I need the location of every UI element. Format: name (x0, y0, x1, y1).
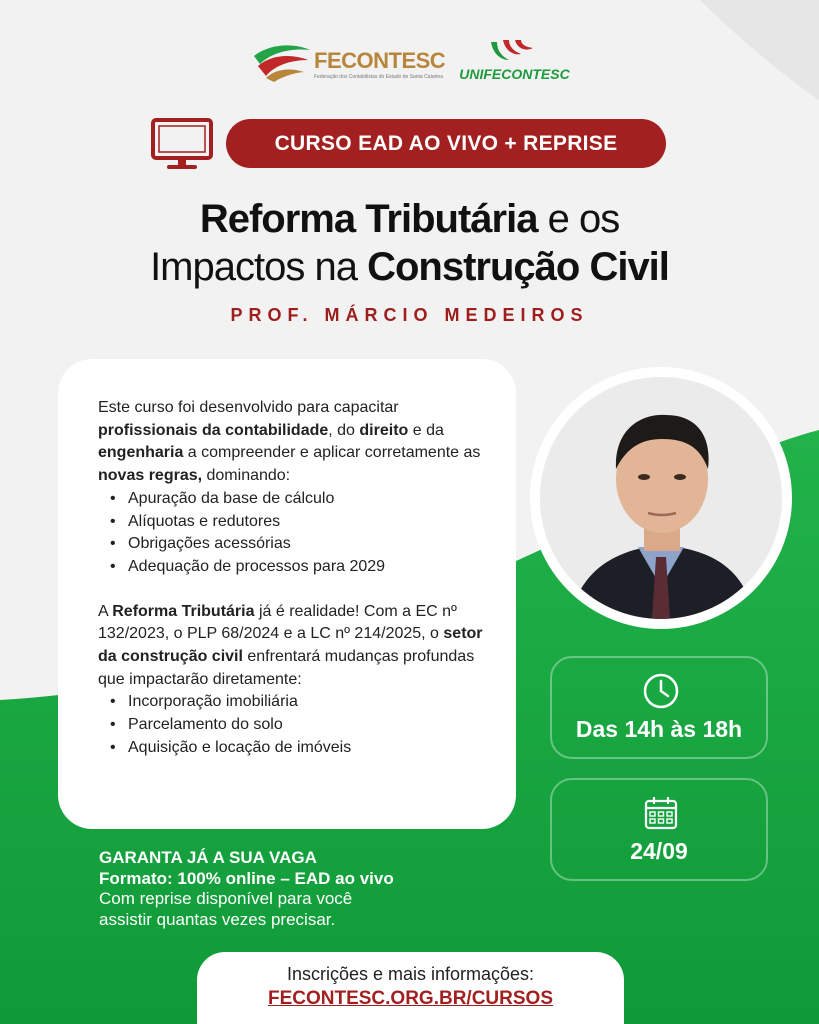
list-item: • Alíquotas e redutores (108, 511, 488, 534)
desc-bold: novas regras, (98, 467, 203, 485)
description-card (58, 359, 516, 829)
calendar-icon (642, 794, 680, 832)
monitor-icon (151, 118, 213, 172)
footer-label: Inscrições e mais informações: (286, 964, 535, 984)
date-box (550, 778, 768, 881)
description-context (98, 601, 488, 692)
description-intro (98, 397, 488, 488)
desc-text: Este curso foi desenvolvido para capacitar (98, 399, 399, 416)
list-item: • Apuração da base de cálculo (108, 488, 488, 511)
date-value: 24/09 (630, 838, 688, 864)
list-item: • Adequação de processos para 2029 (108, 556, 488, 579)
footer-box (197, 952, 624, 1024)
desc-text: e da (408, 421, 444, 439)
cta-format: Formato: 100% online – EAD ao vivo (99, 868, 394, 888)
desc-text: A (98, 602, 113, 620)
unifecontesc-mark-icon (489, 38, 537, 64)
time-value: Das 14h às 18h (575, 716, 743, 742)
desc-text: , do (328, 421, 360, 439)
unifecontesc-name: UNIFECONTESC (459, 66, 570, 82)
fecontesc-logo (252, 38, 446, 86)
cta-headline: GARANTA JÁ A SUA VAGA (99, 848, 317, 867)
fecontesc-mark-icon (252, 40, 312, 82)
desc-text: já é realidade! Com a EC nº 132/2023, o PLP 68/2024 e a LC nº 214/2025, o (98, 602, 457, 643)
professor-photo (540, 377, 782, 619)
skills-list (108, 488, 488, 579)
title-bold-1: Reforma Tributária (199, 197, 538, 241)
desc-bold: Reforma Tributária (112, 602, 255, 620)
desc-bold: direito (359, 421, 409, 439)
desc-bold: profissionais da contabilidade (98, 421, 329, 439)
title-bold-2: Construção Civil (367, 245, 669, 289)
unifecontesc-logo (447, 38, 582, 86)
course-type-badge: CURSO EAD AO VIVO + REPRISE (226, 119, 666, 168)
professor-portrait-icon (540, 377, 782, 619)
page-title (0, 195, 819, 291)
title-light-2: Impactos na (150, 245, 368, 289)
fecontesc-subtitle: Federação dos Contabilistas do Estado de Santa Catarina (314, 74, 443, 80)
time-box (550, 656, 768, 759)
desc-bold: engenharia (98, 444, 184, 462)
professor-name: PROF. MÁRCIO MEDEIROS (230, 305, 589, 325)
list-item: • Aquisição e locação de imóveis (108, 737, 488, 760)
cta-block (99, 848, 459, 930)
fecontesc-name: FECONTESC (314, 48, 446, 73)
desc-text: enfrentará mudanças profundas que impactarão diretamente: (98, 648, 475, 688)
courses-link[interactable]: FECONTESC.ORG.BR/CURSOS (267, 988, 554, 1009)
desc-bold: setor da construção civil (98, 625, 483, 666)
list-item: • Incorporação imobiliária (108, 691, 488, 714)
list-item: • Parcelamento do solo (108, 714, 488, 737)
impacts-list (108, 691, 488, 759)
cta-reprise-note: Com reprise disponível para você assistir quantas vezes precisar. (99, 889, 353, 929)
desc-text: dominando: (202, 467, 291, 485)
clock-icon (642, 672, 680, 710)
desc-text: a compreender e aplicar corretamente as (183, 444, 481, 462)
list-item: • Obrigações acessórias (108, 533, 488, 556)
title-light-1: e os (537, 197, 620, 241)
